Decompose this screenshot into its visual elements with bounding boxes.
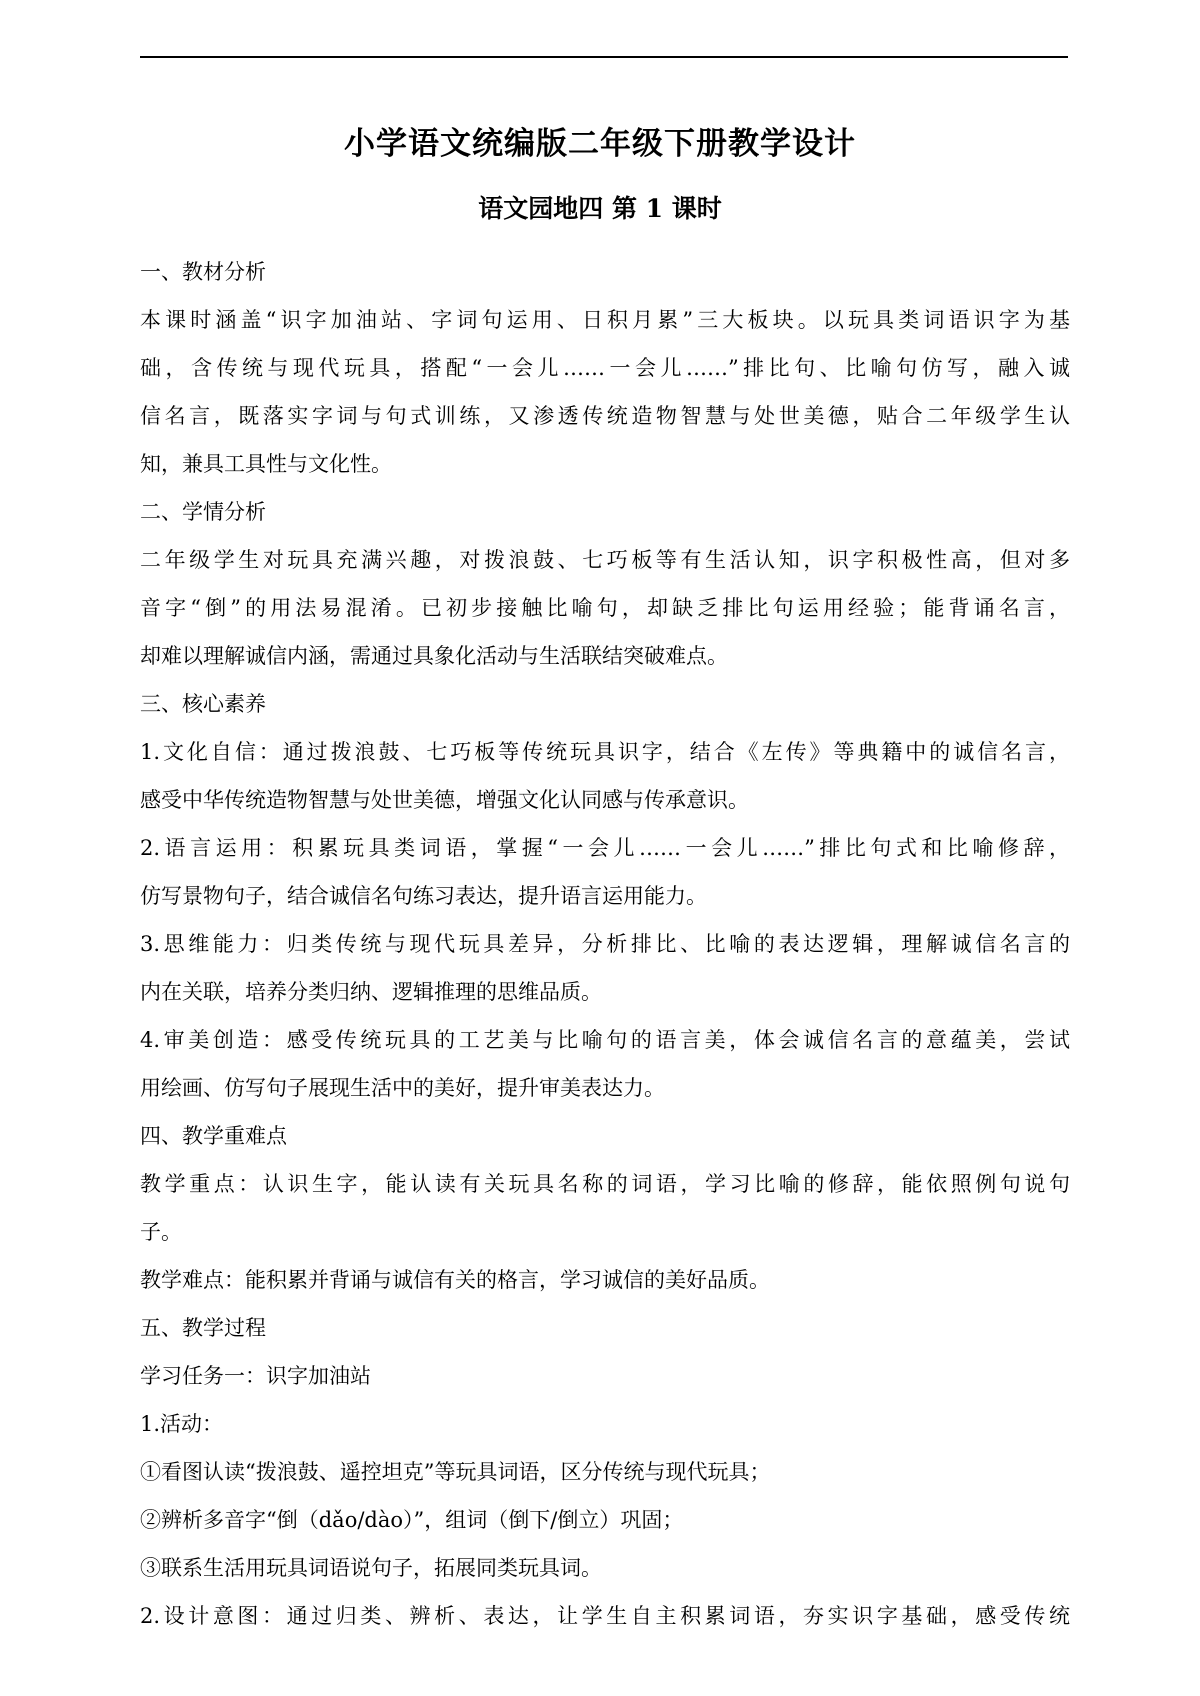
text-line: 二、学情分析 — [140, 500, 266, 524]
text-line: 4.审美创造：感受传统玩具的工艺美与比喻句的语言美，体会诚信名言的意蕴美，尝试 — [140, 1028, 1070, 1052]
text-line: 一、教材分析 — [140, 260, 266, 284]
text-line: 础，含传统与现代玩具，搭配“一会儿……一会儿……”排比句、比喻句仿写，融入诚 — [140, 356, 1070, 380]
text-line: 2.设计意图：通过归类、辨析、表达，让学生自主积累词语，夯实识字基础，感受传统 — [140, 1604, 1070, 1628]
text-line: 学习任务一：识字加油站 — [140, 1364, 371, 1388]
text-line: 用绘画、仿写句子展现生活中的美好，提升审美表达力。 — [140, 1076, 665, 1100]
text-line: 二年级学生对玩具充满兴趣，对拨浪鼓、七巧板等有生活认知，识字积极性高，但对多 — [140, 548, 1070, 572]
text-line: 仿写景物句子，结合诚信名句练习表达，提升语言运用能力。 — [140, 884, 707, 908]
text-line: 信名言，既落实字词与句式训练，又渗透传统造物智慧与处世美德，贴合二年级学生认 — [140, 404, 1070, 428]
text-line: 教学重点：认识生字，能认读有关玩具名称的词语，学习比喻的修辞，能依照例句说句 — [140, 1172, 1070, 1196]
text-line: 教学难点：能积累并背诵与诚信有关的格言，学习诚信的美好品质。 — [140, 1268, 770, 1292]
text-line: 四、教学重难点 — [140, 1124, 287, 1148]
text-line: 却难以理解诚信内涵，需通过具象化活动与生活联结突破难点。 — [140, 644, 728, 668]
text-line: 音字“倒”的用法易混淆。已初步接触比喻句，却缺乏排比句运用经验；能背诵名言， — [140, 596, 1070, 620]
document-body — [140, 248, 1070, 1640]
text-line: ②辨析多音字“倒（dǎo/dào）”，组词（倒下/倒立）巩固； — [140, 1508, 684, 1532]
document-title: 小学语文统编版二年级下册教学设计 — [344, 126, 856, 162]
text-line: 3.思维能力：归类传统与现代玩具差异，分析排比、比喻的表达逻辑，理解诚信名言的 — [140, 932, 1070, 956]
text-line: 2.语言运用：积累玩具类词语，掌握“一会儿……一会儿……”排比句式和比喻修辞， — [140, 836, 1070, 860]
text-line: 感受中华传统造物智慧与处世美德，增强文化认同感与传承意识。 — [140, 788, 749, 812]
text-line: ①看图认读“拨浪鼓、遥控坦克”等玩具词语，区分传统与现代玩具； — [140, 1460, 771, 1484]
document-subtitle: 语文园地四 第 1 课时 — [478, 194, 722, 223]
text-line: 本课时涵盖“识字加油站、字词句运用、日积月累”三大板块。以玩具类词语识字为基 — [140, 308, 1070, 332]
text-line: 子。 — [140, 1220, 182, 1244]
text-line: 知，兼具工具性与文化性。 — [140, 452, 392, 476]
text-line: 内在关联，培养分类归纳、逻辑推理的思维品质。 — [140, 980, 602, 1004]
header-rule — [140, 56, 1068, 58]
text-line: 五、教学过程 — [140, 1316, 266, 1340]
text-line: 三、核心素养 — [140, 692, 266, 716]
text-line: ③联系生活用玩具词语说句子，拓展同类玩具词。 — [140, 1556, 602, 1580]
text-line: 1.活动： — [140, 1412, 224, 1436]
text-line: 1.文化自信：通过拨浪鼓、七巧板等传统玩具识字，结合《左传》等典籍中的诚信名言， — [140, 740, 1070, 764]
